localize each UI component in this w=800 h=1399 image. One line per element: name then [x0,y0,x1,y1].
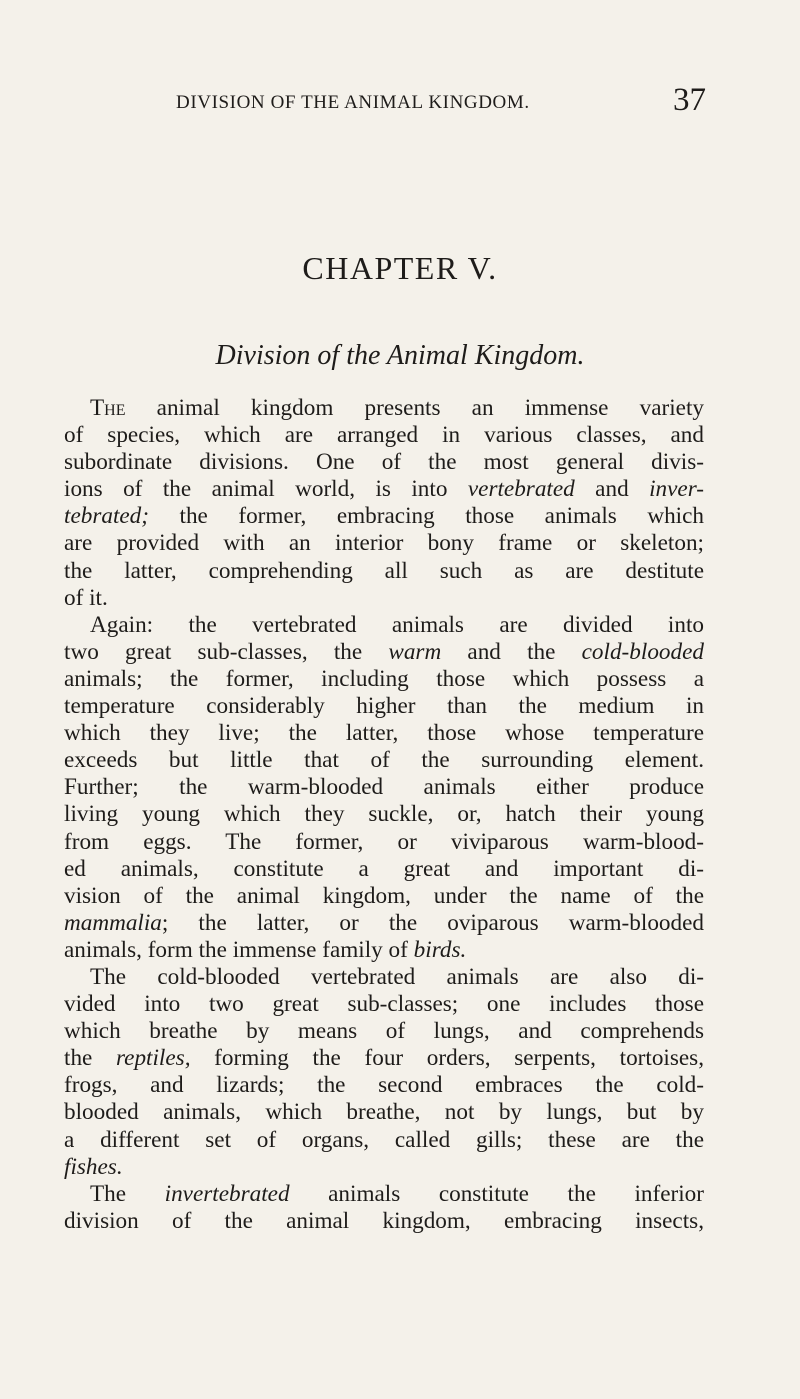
text-line: mammalia; the latter, or the oviparous warm-blooded [64,909,704,936]
text-line: subordinate divisions. One of the most general divis- [64,449,704,476]
text-line: the reptiles, forming the four orders, serpents, tortoises, [64,1045,705,1072]
text-line: frogs, and lizards; the second embraces the cold- [64,1072,704,1099]
text-line: The cold-blooded vertebrated animals are also di- [90,963,704,990]
text-line: which they live; the latter, those whose temperature [64,720,704,747]
page-number: 37 [673,82,706,118]
running-title: DIVISION OF THE ANIMAL KINGDOM. [176,92,530,113]
running-head [0,82,800,124]
text-line: tebrated; the former, embracing those animals which [64,503,704,530]
text-line: ions of the animal world, is into vertebrated and inver- [64,476,705,503]
text-line: of it. [64,584,108,611]
text-line: the latter, comprehending all such as are destitute [64,557,704,584]
chapter-heading: CHAPTER V. [302,250,498,286]
text-line: ed animals, constitute a great and important di- [64,855,704,882]
text-line: vided into two great sub-classes; one includes those [64,991,704,1018]
text-line: are provided with an interior bony frame or skeleton; [64,530,704,557]
text-line: division of the animal kingdom, embracing insects, [64,1207,704,1234]
text-line: blooded animals, which breathe, not by lungs, but by [64,1099,704,1126]
text-line: The animal kingdom presents an immense variety [90,395,704,421]
text-line: The invertebrated animals constitute the inferior [90,1180,704,1207]
text-line: fishes. [64,1153,123,1180]
text-line: Again: the vertebrated animals are divided into [90,611,704,638]
text-line: of species, which are arranged in various classes, and [64,422,704,449]
text-line: temperature considerably higher than the medium in [64,693,704,720]
body-text [64,395,704,1235]
chapter-title: Division of the Animal Kingdom. [215,340,585,371]
text-line: animals; the former, including those which possess a [64,665,704,692]
text-line: living young which they suckle, or, hatch their young [64,801,704,828]
text-line: a different set of organs, called gills; these are the [64,1126,704,1153]
text-line: animals, form the immense family of birds. [64,936,467,963]
text-line: which breathe by means of lungs, and comprehends [64,1018,704,1045]
text-line: Further; the warm-blooded animals either produce [64,774,704,801]
text-line: vision of the animal kingdom, under the name of the [64,882,704,909]
text-line: exceeds but little that of the surrounding element. [64,747,704,774]
text-line: from eggs. The former, or viviparous warm-blood- [64,828,704,855]
text-line: two great sub-classes, the warm and the cold-blooded [64,638,704,665]
